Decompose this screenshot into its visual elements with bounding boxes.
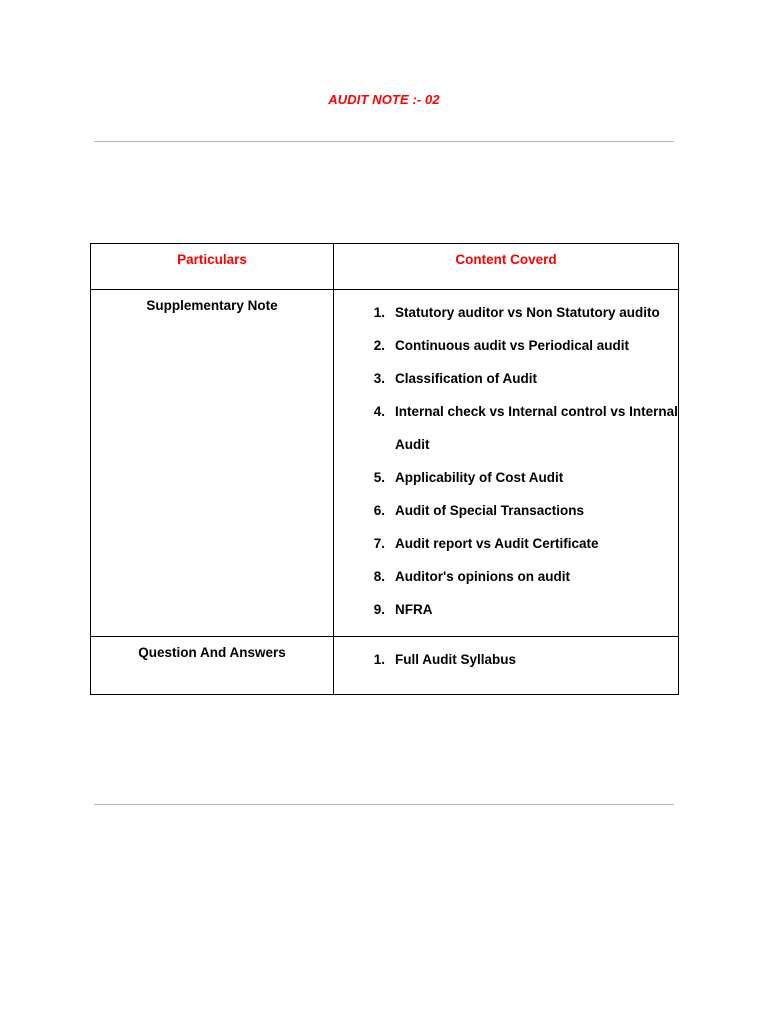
list-item-text: Statutory auditor vs Non Statutory audito [395, 305, 660, 320]
content-list [334, 296, 678, 626]
list-item-text: Classification of Audit [395, 371, 538, 386]
header-particulars: Particulars [91, 244, 334, 290]
content-list [334, 643, 678, 676]
list-item-number: 1. [373, 652, 385, 667]
list-item [334, 494, 678, 527]
list-item-text: Applicability of Cost Audit [395, 470, 564, 485]
list-item-text: Auditor's opinions on audit [395, 569, 570, 584]
list-item-number: 9. [373, 602, 385, 617]
list-item [334, 362, 678, 395]
document-title: AUDIT NOTE :- 02 [328, 92, 440, 107]
list-item-number: 6. [373, 503, 385, 518]
list-item [334, 395, 678, 461]
header-content-covered: Content Coverd [334, 244, 679, 290]
list-item [334, 593, 678, 626]
list-item [334, 461, 678, 494]
list-item-text: Full Audit Syllabus [395, 652, 517, 667]
content-cell [334, 290, 679, 637]
list-item-number: 8. [373, 569, 385, 584]
particular-cell: Supplementary Note [91, 290, 334, 637]
list-item-text: NFRA [395, 602, 433, 617]
table-header-row [91, 244, 679, 290]
table-row [91, 637, 679, 695]
list-item [334, 527, 678, 560]
top-divider [94, 141, 674, 142]
list-item-text: Continuous audit vs Periodical audit [395, 338, 630, 353]
list-item [334, 329, 678, 362]
list-item-text: Audit report vs Audit Certificate [395, 536, 599, 551]
particular-cell: Question And Answers [91, 637, 334, 695]
list-item-number: 4. [373, 404, 385, 419]
list-item [334, 296, 678, 329]
content-cell [334, 637, 679, 695]
list-item-number: 1. [373, 305, 385, 320]
list-item [334, 560, 678, 593]
list-item-number: 7. [373, 536, 385, 551]
content-table [90, 243, 679, 695]
list-item-text: Internal check vs Internal control vs Internal Audit [395, 404, 678, 452]
bottom-divider [94, 804, 674, 805]
list-item [334, 643, 678, 676]
list-item-number: 5. [373, 470, 385, 485]
list-item-number: 2. [373, 338, 385, 353]
table-row [91, 290, 679, 637]
list-item-number: 3. [373, 371, 385, 386]
list-item-text: Audit of Special Transactions [395, 503, 585, 518]
